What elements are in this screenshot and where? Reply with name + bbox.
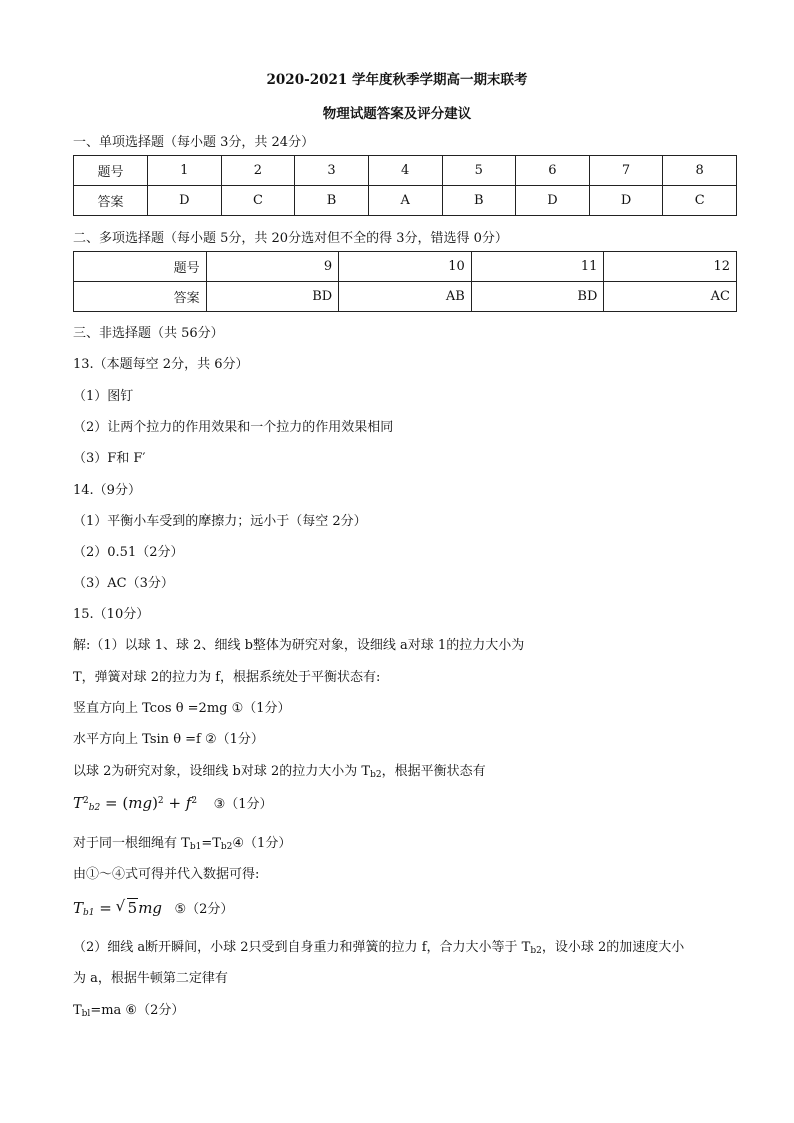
answer-cell: B [442,186,516,216]
formula-tension-squared: $T^2_{b2} = (mg)^2 + f^2$ [73,794,198,813]
table-header-cell: 答案 [74,186,148,216]
q15-equation-3 [73,793,273,813]
equation-mark: ⑤（2分） [174,902,234,917]
table-row [74,186,737,216]
multiple-choice-table [73,251,737,312]
table-row [74,282,737,312]
q15-paragraph-2: T，弹簧对球 2的拉力为 f，根据系统处于平衡状态有: [73,670,381,685]
document-title: 2020-2021 学年度秋季学期高一期末联考 [266,72,528,88]
text-segment: T [73,1003,82,1018]
q14-answer-2: （2）0.51（2分） [73,545,184,560]
q15-equation-6 [73,999,184,1019]
answer-cell: C [663,186,737,216]
q14-answer-1: （1）平衡小车受到的摩擦力；远小于（每空 2分） [73,514,367,529]
q15-equation-1: 竖直方向上 Tcos θ =2mg ①（1分） [73,701,291,716]
text-segment: =ma ⑥（2分） [90,1003,185,1018]
answer-cell: BD [206,282,339,312]
document-subtitle: 物理试题答案及评分建议 [322,106,472,122]
question-number: 11 [471,252,604,282]
q15-equation-5 [73,898,233,918]
q15-equation-2: 水平方向上 Tsin θ =f ②（1分） [73,732,264,747]
answer-cell: D [589,186,663,216]
subscript: b2 [530,946,542,956]
text-segment: ④（1分） [232,836,292,851]
answer-cell: AC [604,282,737,312]
question-number: 8 [663,156,737,186]
answer-cell: C [221,186,295,216]
question-number: 2 [221,156,295,186]
q13-title: 13.（本题每空 2分，共 6分） [73,357,249,372]
q15-paragraph-1: 解:（1）以球 1、球 2、细线 b整体为研究对象，设细线 a对球 1的拉力大小为 [73,638,525,653]
q15-paragraph-4: 由①～④式可得并代入数据可得: [73,867,260,882]
table-row [74,156,737,186]
formula-tension-result: $T_{b1}$ = √ 5mg [73,899,162,917]
answer-cell: D [516,186,590,216]
equation-mark: ③（1分） [213,797,273,812]
answer-cell: B [295,186,369,216]
table-row [74,252,737,282]
question-number: 9 [206,252,339,282]
question-number: 10 [339,252,472,282]
q15-paragraph-6: 为 a，根据牛顿第二定律有 [73,971,228,986]
q15-title: 15.（10分） [73,607,150,622]
q15-paragraph-3 [73,760,486,780]
subscript: b2 [370,770,382,780]
q13-answer-3: （3）F和 F′ [73,451,146,466]
section3-heading: 三、非选择题（共 56分） [73,326,224,341]
q14-title: 14.（9分） [73,483,141,498]
table-header-cell: 题号 [74,252,207,282]
text-segment: 以球 2为研究对象，设细线 b对球 2的拉力大小为 T [73,764,371,779]
q15-equation-4 [73,832,291,852]
question-number: 7 [589,156,663,186]
q14-answer-3: （3）AC（3分） [73,576,174,591]
q13-answer-1: （1）图钉 [73,389,134,404]
question-number: 5 [442,156,516,186]
text-segment: ，根据平衡状态有 [381,764,486,779]
text-segment: =T [201,836,221,851]
subscript: bl [81,1009,91,1019]
question-number: 3 [295,156,369,186]
question-number: 4 [368,156,442,186]
section1-heading: 一、单项选择题（每小题 3分，共 24分） [73,135,315,150]
answer-cell: AB [339,282,472,312]
text-segment: ，设小球 2的加速度大小 [541,940,685,955]
q13-answer-2: （2）让两个拉力的作用效果和一个拉力的作用效果相同 [73,420,394,435]
text-segment: 对于同一根细绳有 T [73,836,190,851]
question-number: 12 [604,252,737,282]
question-number: 1 [148,156,222,186]
text-segment: （2）细线 a断开瞬间，小球 2只受到自身重力和弹簧的拉力 f，合力大小等于 T [73,940,531,955]
q15-paragraph-5 [73,936,684,956]
question-number: 6 [516,156,590,186]
answer-cell: D [148,186,222,216]
subscript: b2 [220,842,233,852]
subscript: b1 [189,842,202,852]
single-choice-table [73,155,737,216]
answer-cell: A [368,186,442,216]
answer-cell: BD [471,282,604,312]
table-header-cell: 答案 [74,282,207,312]
section2-heading: 二、多项选择题（每小题 5分，共 20分选对但不全的得 3分，错选得 0分） [73,231,508,246]
table-header-cell: 题号 [74,156,148,186]
